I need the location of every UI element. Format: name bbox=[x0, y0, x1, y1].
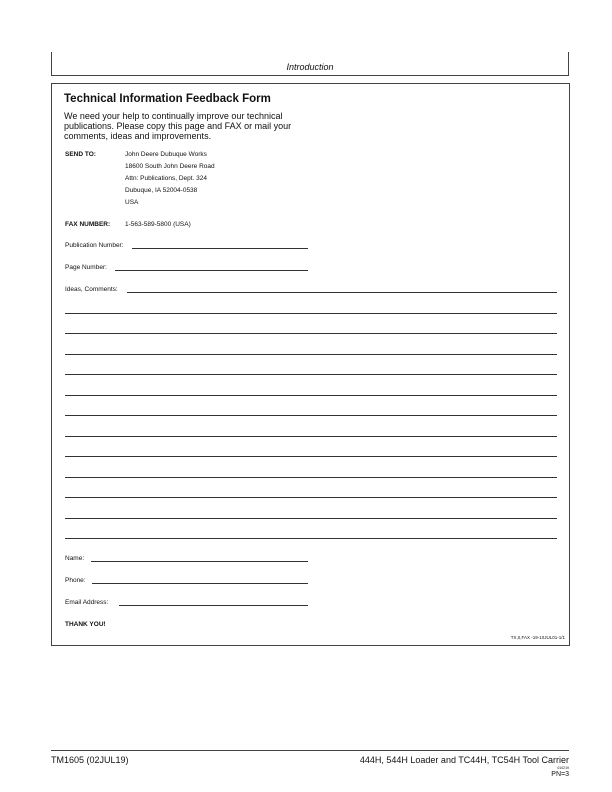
phone-label: Phone: bbox=[65, 577, 86, 584]
intro-line: comments, ideas and improvements. bbox=[64, 131, 212, 141]
intro-line: We need your help to continually improve our technical bbox=[64, 111, 283, 121]
comment-line[interactable] bbox=[65, 518, 557, 519]
publication-number-field[interactable] bbox=[132, 248, 308, 249]
comment-line[interactable] bbox=[65, 395, 557, 396]
comment-line[interactable] bbox=[65, 477, 557, 478]
comment-line[interactable] bbox=[65, 436, 557, 437]
address-line: USA bbox=[125, 199, 139, 206]
publication-number-label: Publication Number: bbox=[65, 242, 124, 249]
send-to-label: SEND TO: bbox=[65, 151, 96, 158]
form-doc-code: TX,II,FAX -19-10JUL01-1/1 bbox=[510, 635, 565, 640]
comment-line[interactable] bbox=[65, 497, 557, 498]
page-number: PN=3 bbox=[551, 771, 569, 778]
address-line: John Deere Dubuque Works bbox=[125, 151, 207, 158]
section-title: Introduction bbox=[286, 62, 334, 72]
page-number-label: Page Number: bbox=[65, 264, 107, 271]
comment-line[interactable] bbox=[65, 456, 557, 457]
ideas-comments-label: Ideas, Comments: bbox=[65, 286, 118, 293]
ideas-comments-field[interactable] bbox=[127, 292, 557, 293]
name-field[interactable] bbox=[91, 561, 308, 562]
comment-line[interactable] bbox=[65, 538, 557, 539]
comment-line[interactable] bbox=[65, 313, 557, 314]
footer-divider bbox=[51, 750, 569, 751]
address-line: 18600 South John Deere Road bbox=[125, 163, 215, 170]
comment-line[interactable] bbox=[65, 333, 557, 334]
name-label: Name: bbox=[65, 555, 85, 562]
fax-number-label: FAX NUMBER: bbox=[65, 221, 111, 228]
intro-line: publications. Please copy this page and FAX or mail your bbox=[64, 121, 292, 131]
address-line: Dubuque, IA 52004-0538 bbox=[125, 187, 198, 194]
thank-you-text: THANK YOU! bbox=[65, 621, 106, 628]
address-line: Attn: Publications, Dept. 324 bbox=[125, 175, 208, 182]
email-address-label: Email Address: bbox=[65, 599, 109, 606]
form-title: Technical Information Feedback Form bbox=[64, 93, 271, 105]
feedback-form bbox=[51, 83, 570, 646]
page-number-field[interactable] bbox=[115, 270, 308, 271]
fax-number-value: 1-563-589-5800 (USA) bbox=[125, 221, 191, 228]
manual-title: 444H, 544H Loader and TC44H, TC54H Tool Carrier bbox=[359, 755, 569, 765]
page-header bbox=[51, 52, 569, 76]
comment-line[interactable] bbox=[65, 374, 557, 375]
manual-id: TM1605 (02JUL19) bbox=[51, 755, 129, 765]
comment-line[interactable] bbox=[65, 354, 557, 355]
phone-field[interactable] bbox=[92, 583, 308, 584]
comment-line[interactable] bbox=[65, 415, 557, 416]
form-intro bbox=[64, 111, 334, 141]
email-address-field[interactable] bbox=[119, 605, 308, 606]
footer-small-code: 010219 bbox=[557, 766, 569, 770]
